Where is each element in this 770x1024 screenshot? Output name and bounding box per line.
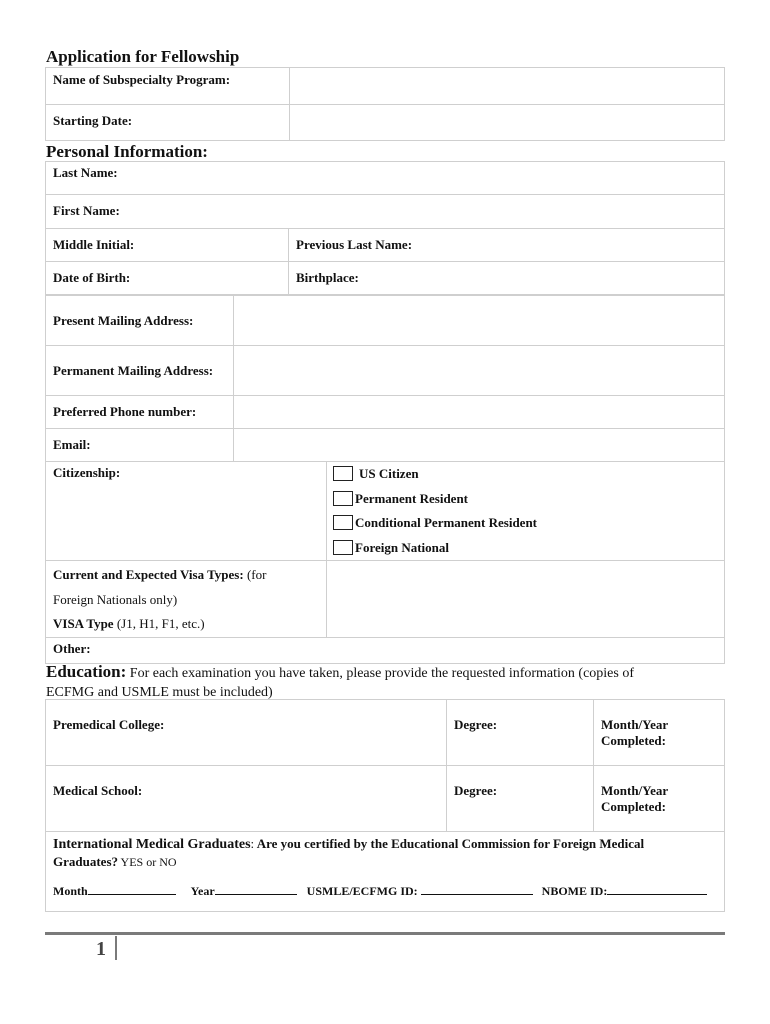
checkbox[interactable] bbox=[333, 540, 353, 555]
last-name-field[interactable] bbox=[46, 162, 725, 195]
premed-degree-field[interactable] bbox=[447, 700, 594, 766]
program-table bbox=[45, 67, 725, 141]
personal-table bbox=[45, 161, 725, 295]
month-year-label: Month/Year bbox=[601, 783, 669, 798]
education-intro-line2: ECFMG and USMLE must be included) bbox=[46, 685, 273, 700]
start-date-label: Starting Date: bbox=[53, 113, 133, 128]
permanent-address-label-cell bbox=[46, 346, 234, 396]
page-number: 1 bbox=[96, 938, 106, 960]
present-address-label-cell bbox=[46, 296, 234, 346]
medical-school-label: Medical School: bbox=[53, 783, 143, 798]
option-label: Foreign National bbox=[355, 539, 450, 555]
completed-label: Completed: bbox=[601, 733, 666, 748]
img-section bbox=[46, 832, 725, 912]
email-field[interactable] bbox=[234, 429, 725, 462]
option-label: Permanent Resident bbox=[355, 490, 469, 506]
phone-label-cell bbox=[46, 396, 234, 429]
nbome-label: NBOME ID: bbox=[541, 884, 608, 898]
option-us-citizen[interactable] bbox=[333, 462, 724, 487]
img-question-2: Graduates? bbox=[53, 854, 118, 869]
last-name-label: Last Name: bbox=[53, 165, 118, 180]
program-name-field[interactable] bbox=[290, 68, 725, 105]
option-conditional-permanent-resident[interactable] bbox=[333, 511, 724, 536]
program-name-label-cell bbox=[46, 68, 290, 105]
page-number-divider bbox=[115, 936, 117, 960]
email-label-cell bbox=[46, 429, 234, 462]
other-label: Other: bbox=[53, 640, 91, 656]
option-permanent-resident[interactable] bbox=[333, 487, 724, 512]
visa-label-line2: Foreign Nationals only) bbox=[53, 591, 178, 607]
dob-field[interactable] bbox=[46, 262, 289, 295]
visa-type-label: VISA Type bbox=[53, 616, 114, 631]
option-foreign-national[interactable] bbox=[333, 536, 724, 561]
premed-field[interactable] bbox=[46, 700, 447, 766]
middle-initial-label: Middle Initial: bbox=[53, 237, 135, 252]
usmle-blank[interactable] bbox=[421, 883, 533, 895]
checkbox[interactable] bbox=[333, 515, 353, 530]
personal-heading: Personal Information: bbox=[46, 142, 208, 161]
checkbox[interactable] bbox=[333, 491, 353, 506]
visa-field[interactable] bbox=[327, 561, 725, 638]
education-intro-line1: For each examination you have taken, please provide the requested information (copies of bbox=[126, 666, 635, 681]
visa-type-rest: (J1, H1, F1, etc.) bbox=[113, 616, 205, 631]
nbome-blank[interactable] bbox=[607, 883, 707, 895]
education-table bbox=[45, 699, 725, 912]
yes-no-text: YES or NO bbox=[118, 855, 177, 869]
degree-label: Degree: bbox=[454, 717, 498, 732]
year-label: Year bbox=[190, 884, 215, 898]
education-heading: Education: bbox=[46, 662, 127, 681]
birthplace-label: Birthplace: bbox=[296, 270, 359, 285]
img-heading: International Medical Graduates bbox=[53, 837, 251, 852]
premed-label: Premedical College: bbox=[53, 717, 165, 732]
option-label: US Citizen bbox=[359, 466, 419, 481]
middle-initial-field[interactable] bbox=[46, 229, 289, 262]
dob-label: Date of Birth: bbox=[53, 270, 131, 285]
footer-rule bbox=[45, 932, 725, 935]
month-year-label: Month/Year bbox=[601, 717, 669, 732]
contact-table bbox=[45, 295, 725, 462]
img-question-1: Are you certified by the Educational Commission for Foreign Medical bbox=[254, 836, 645, 851]
month-label: Month bbox=[53, 884, 88, 898]
previous-last-name-label: Previous Last Name: bbox=[296, 237, 413, 252]
visa-label: Current and Expected Visa Types: bbox=[53, 567, 244, 582]
first-name-label: First Name: bbox=[53, 203, 120, 218]
premed-completed-field[interactable] bbox=[594, 700, 725, 766]
first-name-field[interactable] bbox=[46, 195, 725, 229]
page-title: Application for Fellowship bbox=[46, 47, 240, 66]
medical-school-field[interactable] bbox=[46, 766, 447, 832]
start-date-label-cell bbox=[46, 105, 290, 141]
citizenship-options bbox=[327, 462, 725, 561]
program-name-label: Name of Subspecialty Program: bbox=[53, 72, 231, 87]
email-label: Email: bbox=[53, 437, 91, 452]
permanent-address-field[interactable] bbox=[234, 346, 725, 396]
phone-field[interactable] bbox=[234, 396, 725, 429]
previous-last-name-field[interactable] bbox=[289, 229, 725, 262]
medical-degree-field[interactable] bbox=[447, 766, 594, 832]
medical-completed-field[interactable] bbox=[594, 766, 725, 832]
present-address-field[interactable] bbox=[234, 296, 725, 346]
birthplace-field[interactable] bbox=[289, 262, 725, 295]
completed-label: Completed: bbox=[601, 799, 666, 814]
citizenship-label-cell bbox=[46, 462, 327, 561]
start-date-field[interactable] bbox=[290, 105, 725, 141]
phone-label: Preferred Phone number: bbox=[53, 404, 197, 419]
degree-label: Degree: bbox=[454, 783, 498, 798]
present-address-label: Present Mailing Address: bbox=[53, 312, 194, 328]
month-blank[interactable] bbox=[88, 883, 176, 895]
usmle-label: USMLE/ECFMG ID: bbox=[306, 884, 418, 898]
permanent-address-label: Permanent Mailing Address: bbox=[53, 362, 214, 378]
other-field[interactable] bbox=[46, 637, 725, 663]
option-label: Conditional Permanent Resident bbox=[355, 515, 537, 530]
education-intro bbox=[46, 662, 736, 702]
img-colon: : bbox=[250, 836, 255, 851]
checkbox[interactable] bbox=[333, 466, 353, 481]
year-blank[interactable] bbox=[215, 883, 297, 895]
citizenship-label: Citizenship: bbox=[53, 465, 121, 480]
visa-label-rest: (for bbox=[243, 567, 267, 582]
citizenship-table bbox=[45, 461, 725, 664]
visa-label-cell bbox=[46, 561, 327, 638]
